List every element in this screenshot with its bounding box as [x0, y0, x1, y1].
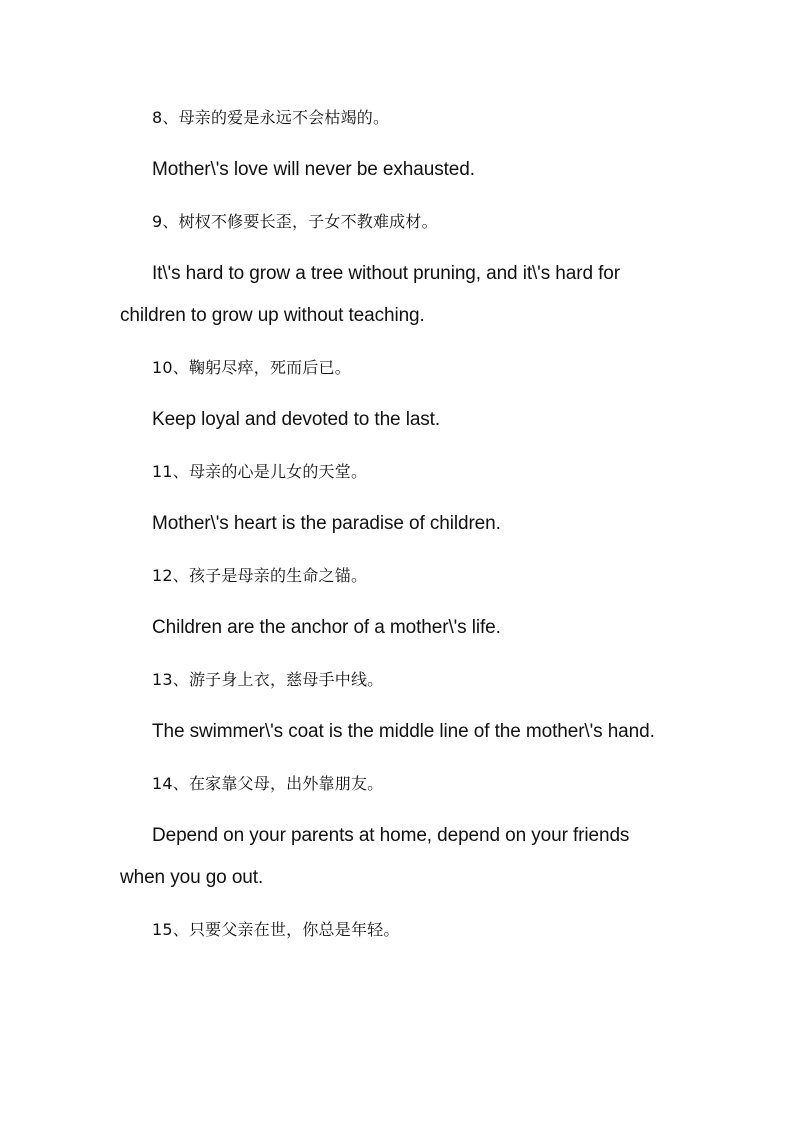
paragraph-14-chinese: 14、在家靠父母，出外靠朋友。: [152, 774, 384, 793]
document-body: [120, 97, 665, 961]
paragraph-10-chinese: 10、鞠躬尽瘁，死而后已。: [152, 358, 351, 377]
paragraph-10-english: Keep loyal and devoted to the last.: [152, 409, 441, 430]
paragraph-8-chinese: 8、母亲的爱是永远不会枯竭的。: [152, 108, 390, 127]
paragraph-12-chinese: 12、孩子是母亲的生命之锚。: [152, 566, 368, 585]
paragraph-12-english: Children are the anchor of a mother\'s life.: [152, 617, 501, 638]
paragraph-15-chinese: 15、只要父亲在世，你总是年轻。: [152, 920, 400, 939]
paragraph-13-chinese: 13、游子身上衣，慈母手中线。: [152, 670, 384, 689]
paragraph-13-english: The swimmer\'s coat is the middle line of the mother\'s hand.: [152, 721, 655, 742]
paragraph-9-chinese: 9、树杈不修要长歪，子女不教难成材。: [152, 212, 438, 231]
paragraph-11-english: Mother\'s heart is the paradise of children.: [152, 513, 501, 534]
paragraph-9-english: It\'s hard to grow a tree without pruning, and it\'s hard for children to grow up without teaching.: [120, 263, 620, 326]
paragraph-14-english: Depend on your parents at home, depend on your friends when you go out.: [120, 825, 630, 888]
paragraph-11-chinese: 11、母亲的心是儿女的天堂。: [152, 462, 368, 481]
paragraph-8-english: Mother\'s love will never be exhausted.: [152, 159, 475, 180]
